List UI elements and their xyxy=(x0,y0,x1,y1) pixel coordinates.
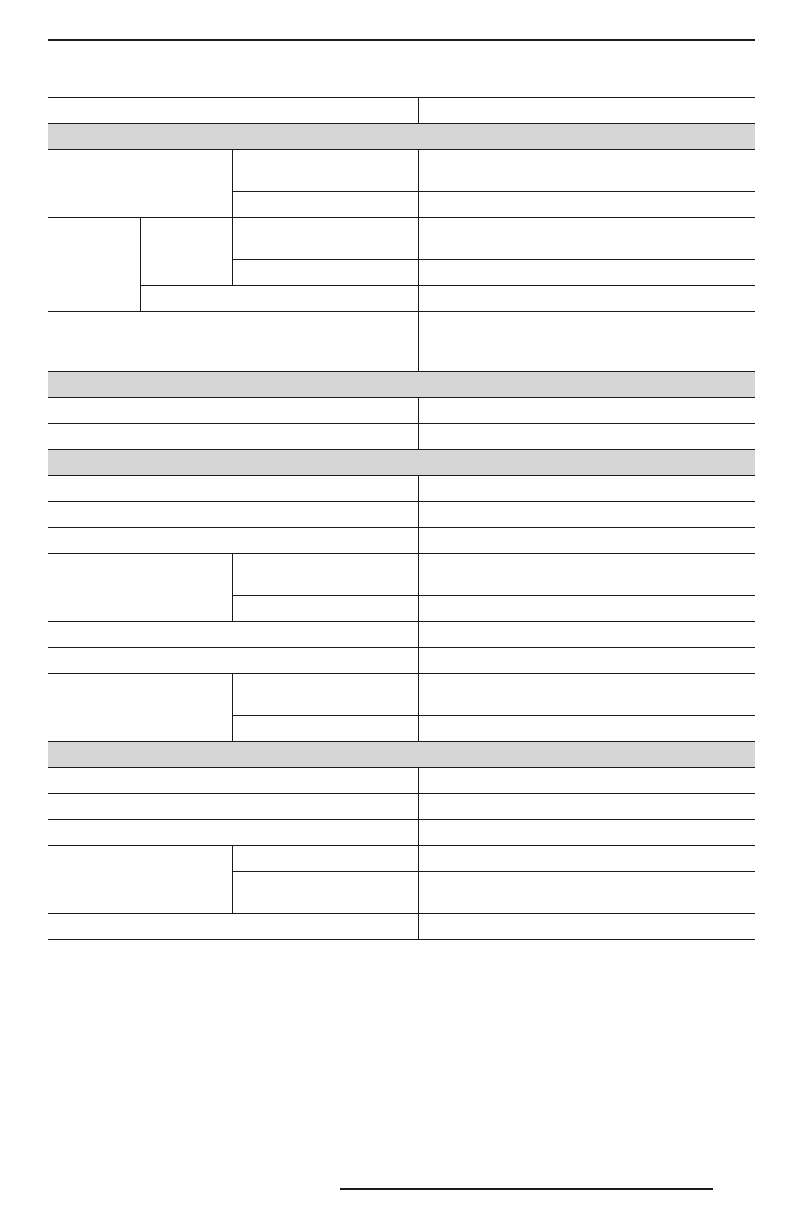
row-group-label xyxy=(48,846,232,914)
row-value xyxy=(418,674,755,716)
row-group-label xyxy=(48,150,232,218)
table-header-row xyxy=(48,98,755,124)
section-title xyxy=(48,450,755,476)
row-label xyxy=(48,528,418,554)
row-value xyxy=(418,622,755,648)
table-row xyxy=(48,424,755,450)
row-value xyxy=(418,596,755,622)
row-label xyxy=(48,622,418,648)
row-value xyxy=(418,846,755,872)
row-sublabel xyxy=(232,150,418,192)
table-row xyxy=(48,286,755,312)
table-row xyxy=(48,150,755,192)
row-value xyxy=(418,424,755,450)
row-value xyxy=(418,872,755,914)
section-title xyxy=(48,372,755,398)
row-value xyxy=(418,312,755,372)
row-sublabel xyxy=(140,286,418,312)
row-sublabel xyxy=(232,596,418,622)
table-row xyxy=(48,502,755,528)
table-row xyxy=(48,768,755,794)
row-sublabel xyxy=(232,260,418,286)
row-value xyxy=(418,150,755,192)
row-value xyxy=(418,398,755,424)
table-row xyxy=(48,554,755,596)
section-title xyxy=(48,742,755,768)
row-value xyxy=(418,476,755,502)
row-value xyxy=(418,260,755,286)
row-value xyxy=(418,820,755,846)
row-sublabel xyxy=(232,674,418,716)
table-row xyxy=(48,846,755,872)
table-row xyxy=(48,476,755,502)
row-group-label xyxy=(48,674,232,742)
row-value xyxy=(418,768,755,794)
row-value xyxy=(418,716,755,742)
row-value xyxy=(418,914,755,940)
table-row xyxy=(48,794,755,820)
section-header-1 xyxy=(48,124,755,150)
table-row xyxy=(48,820,755,846)
section-header-4 xyxy=(48,742,755,768)
row-label xyxy=(48,768,418,794)
row-sublabel xyxy=(232,716,418,742)
table-row xyxy=(48,622,755,648)
table-row xyxy=(48,528,755,554)
row-sublabel xyxy=(232,554,418,596)
row-value xyxy=(418,554,755,596)
table-row xyxy=(48,312,755,372)
row-label xyxy=(48,398,418,424)
row-label xyxy=(48,794,418,820)
table-row xyxy=(48,218,755,260)
row-sublabel xyxy=(232,192,418,218)
row-value xyxy=(418,794,755,820)
row-value xyxy=(418,648,755,674)
section-header-2 xyxy=(48,372,755,398)
row-label xyxy=(48,424,418,450)
row-value xyxy=(418,192,755,218)
section-title xyxy=(48,124,755,150)
row-sublabel xyxy=(232,218,418,260)
top-rule xyxy=(48,39,755,41)
header-value-cell xyxy=(418,98,755,124)
row-sublabel xyxy=(232,846,418,872)
table-row xyxy=(48,914,755,940)
row-sublabel xyxy=(232,872,418,914)
row-subgroup-label xyxy=(140,218,232,286)
row-label xyxy=(48,476,418,502)
table-row xyxy=(48,648,755,674)
row-label xyxy=(48,820,418,846)
row-group-label xyxy=(48,218,140,312)
row-value xyxy=(418,528,755,554)
row-value xyxy=(418,218,755,260)
table-row xyxy=(48,674,755,716)
row-group-label xyxy=(48,554,232,622)
section-header-3 xyxy=(48,450,755,476)
table-row xyxy=(48,398,755,424)
specifications-table xyxy=(48,97,755,940)
signature-line xyxy=(340,1188,713,1190)
row-label xyxy=(48,312,418,372)
row-value xyxy=(418,286,755,312)
row-value xyxy=(418,502,755,528)
row-label xyxy=(48,648,418,674)
row-label xyxy=(48,914,418,940)
row-label xyxy=(48,502,418,528)
header-label-cell xyxy=(48,98,418,124)
